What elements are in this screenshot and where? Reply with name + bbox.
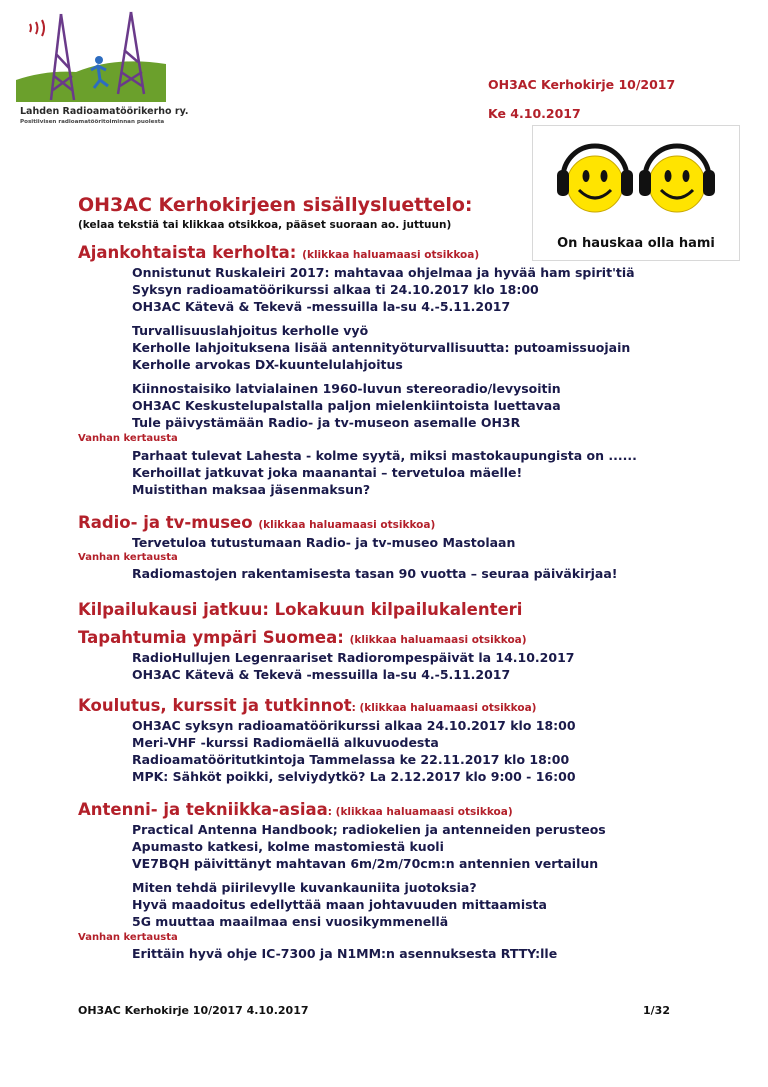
radio-mast-logo-icon xyxy=(16,6,176,106)
section-tapahtumia[interactable] xyxy=(78,628,527,650)
section-title: Ajankohtaista kerholta: xyxy=(78,243,297,262)
toc-link[interactable]: VE7BQH päivittänyt mahtavan 6m/2m/70cm:n antennien vertailun xyxy=(132,856,599,871)
section-ajankohtaista[interactable] xyxy=(78,243,479,265)
section-koulutus[interactable] xyxy=(78,696,536,718)
logo-club-name: Lahden Radioamatöörikerho ry. xyxy=(20,106,189,117)
toc-link[interactable]: OH3AC Keskustelupalstalla paljon mielenkiintoista luettavaa xyxy=(132,398,561,413)
toc-link[interactable]: Tule päivystämään Radio- ja tv-museon asemalle OH3R xyxy=(132,415,521,430)
newsletter-date: Ke 4.10.2017 xyxy=(488,106,581,121)
section-title: Tapahtumia ympäri Suomea: xyxy=(78,628,344,647)
toc-link[interactable]: Onnistunut Ruskaleiri 2017: mahtavaa ohjelmaa ja hyvää ham spirit'tiä xyxy=(132,265,635,280)
old-recap-label: Vanhan kertausta xyxy=(78,932,178,943)
toc-link[interactable]: Tervetuloa tutustumaan Radio- ja tv-museo Mastolaan xyxy=(132,535,516,550)
section-title: Koulutus, kurssit ja tutkinnot xyxy=(78,696,352,715)
toc-link[interactable]: Kerholle lahjoituksena lisää antennityöturvallisuutta: putoamissuojain xyxy=(132,340,631,355)
toc-link[interactable]: Parhaat tulevat Lahesta - kolme syytä, miksi mastokaupungista on ...... xyxy=(132,448,637,463)
toc-link[interactable]: Kiinnostaisiko latvialainen 1960-luvun stereoradio/levysoitin xyxy=(132,381,561,396)
section-title: Antenni- ja tekniikka-asiaa xyxy=(78,800,328,819)
hami-caption: On hauskaa olla hami xyxy=(557,236,715,251)
section-title: Radio- ja tv-museo xyxy=(78,513,253,532)
toc-link[interactable]: Turvallisuuslahjoitus kerholle vyö xyxy=(132,323,369,338)
toc-link[interactable]: OH3AC Kätevä & Tekevä -messuilla la-su 4.-5.11.2017 xyxy=(132,299,511,314)
club-logo xyxy=(16,6,189,132)
toc-link[interactable]: 5G muuttaa maailmaa ensi vuosikymmenellä xyxy=(132,914,449,929)
toc-link[interactable]: Kerhoillat jatkuvat joka maanantai – tervetuloa mäelle! xyxy=(132,465,523,480)
toc-hint: (kelaa tekstiä tai klikkaa otsikkoa, pääset suoraan ao. juttuun) xyxy=(78,219,452,231)
toc-link[interactable]: Meri-VHF -kurssi Radiomäellä alkuvuodesta xyxy=(132,735,439,750)
hami-image xyxy=(532,125,740,261)
section-title: Kilpailukausi jatkuu: Lokakuun kilpailukalenteri xyxy=(78,600,523,619)
toc-link[interactable]: RadioHullujen Legenraariset Radiorompespäivät la 14.10.2017 xyxy=(132,650,575,665)
toc-link[interactable]: OH3AC Kätevä & Tekevä -messuilla la-su 4.-5.11.2017 xyxy=(132,667,511,682)
toc-link[interactable]: OH3AC syksyn radioamatöörikurssi alkaa 24.10.2017 klo 18:00 xyxy=(132,718,576,733)
logo-slogan: Positiivisen radioamatööritoiminnan puolesta xyxy=(20,119,165,125)
old-recap-label: Vanhan kertausta xyxy=(78,552,178,563)
toc-link[interactable]: Miten tehdä piirilevylle kuvankauniita juotoksia? xyxy=(132,880,477,895)
toc-link[interactable]: Apumasto katkesi, kolme mastomiestä kuoli xyxy=(132,839,444,854)
page-number: 1/32 xyxy=(643,1004,670,1017)
footer-title: OH3AC Kerhokirje 10/2017 4.10.2017 xyxy=(78,1004,309,1017)
section-note: (klikkaa haluamaasi otsikkoa) xyxy=(258,519,436,531)
toc-title: OH3AC Kerhokirjeen sisällysluettelo: xyxy=(78,194,473,216)
toc-link[interactable]: Muistithan maksaa jäsenmaksun? xyxy=(132,482,371,497)
toc-link[interactable]: Radiomastojen rakentamisesta tasan 90 vuotta – seuraa päiväkirjaa! xyxy=(132,566,618,581)
section-note: (klikkaa haluamaasi otsikkoa) xyxy=(349,634,527,646)
toc-link[interactable]: Practical Antenna Handbook; radiokelien ja antenneiden perusteos xyxy=(132,822,606,837)
old-recap-label: Vanhan kertausta xyxy=(78,433,178,444)
newsletter-title: OH3AC Kerhokirje 10/2017 xyxy=(488,77,676,92)
section-museo[interactable] xyxy=(78,513,435,535)
smiley-headphones-icon xyxy=(533,126,739,226)
section-note: : (klikkaa haluamaasi otsikkoa) xyxy=(327,806,513,818)
toc-link[interactable]: Kerholle arvokas DX-kuuntelulahjoitus xyxy=(132,357,403,372)
toc-link[interactable]: MPK: Sähköt poikki, selviydytkö? La 2.12.2017 klo 9:00 - 16:00 xyxy=(132,769,576,784)
section-kilpailu[interactable] xyxy=(78,600,522,620)
toc-link[interactable]: Hyvä maadoitus edellyttää maan johtavuuden mittaamista xyxy=(132,897,547,912)
toc-link[interactable]: Syksyn radioamatöörikurssi alkaa ti 24.10.2017 klo 18:00 xyxy=(132,282,539,297)
toc-link[interactable]: Radioamatööritutkintoja Tammelassa ke 22.11.2017 klo 18:00 xyxy=(132,752,570,767)
section-note: (klikkaa haluamaasi otsikkoa) xyxy=(302,249,480,261)
section-antenni[interactable] xyxy=(78,800,513,822)
toc-link[interactable]: Erittäin hyvä ohje IC-7300 ja N1MM:n asennuksesta RTTY:lle xyxy=(132,946,558,961)
section-note: : (klikkaa haluamaasi otsikkoa) xyxy=(351,702,537,714)
